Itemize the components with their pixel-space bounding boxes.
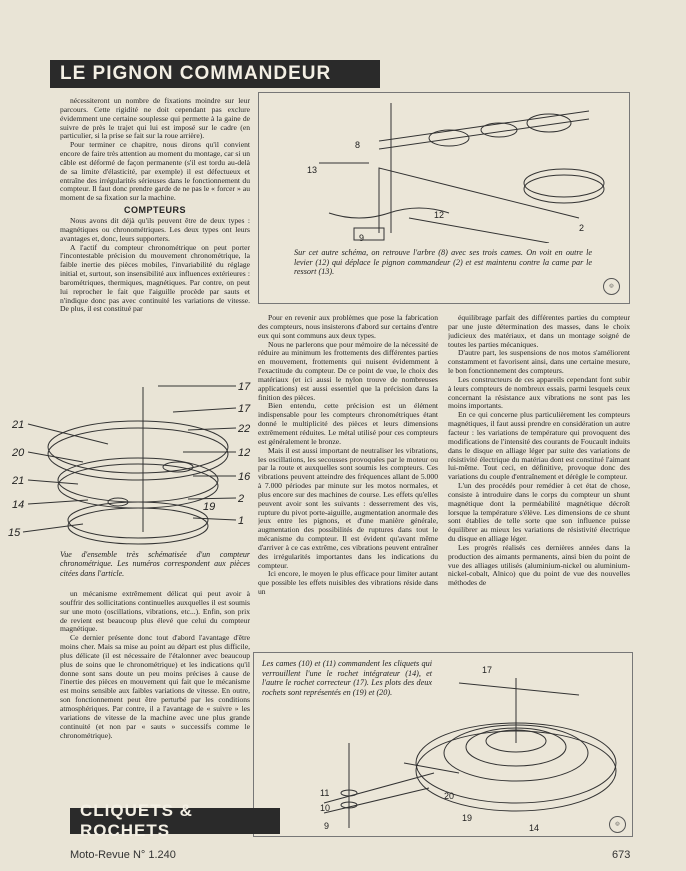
figure-label: 10 (320, 803, 331, 813)
paragraph: D'autre part, les suspensions de nos motos s'améliorent constamment et favorisent ainsi, dans une certaine mesure, le bon fonctionnement des compteurs. (448, 348, 630, 376)
paragraph: Pour en revenir aux problèmes que pose la fabrication des compteurs, nous insisterons d'abord sur certains d'entre eux qui sont communs aux deux types. (258, 314, 438, 340)
paragraph: Mais il est aussi important de neutraliser les vibrations, les oscillations, les secousses provoquées par le moteur ou par la route et auxquelles sont soumis les compteurs. Ces vibrations peuvent atteindre des fréquences allant de 5.000 à 7.000 périodes par minute sur les motos normales, et plus encore sur des machines de course. Les effets qu'elles peuvent avoir sont les suivants : desserrement des vis, rupture du pivot porte-aiguille, augmentation anormale des jeux entre les pignons, et d'une manière générale, augmentation des possibilités de ruptures dans tout le mécanisme du compteur. Il est évident qu'avant même d'arriver à ce cas extrême, ces vibrations peuvent entraîner des irrégularités importantes dans les indications du compteur. (258, 445, 438, 570)
figure-label: 9 (359, 233, 365, 243)
paragraph: Ici encore, le moyen le plus efficace pour limiter autant que possible les effets nuisibles des vibrations réside dans un (258, 569, 438, 597)
figure-label: 8 (355, 140, 361, 150)
figure-bottom (253, 652, 633, 837)
figure-caption: Sur cet autre schéma, on retrouve l'arbre (8) avec ses trois cames. On voit en outre le levier (12) qui déplace le pignon commandeur (2) et est maintenu contre la came par le ressort (13). (294, 248, 592, 277)
right-column (448, 314, 630, 646)
figure-label: 14 (529, 823, 540, 833)
ratchet-schematic (254, 653, 632, 836)
paragraph: A l'actif du compteur chronométrique on peut porter l'incontestable précision du mouvement chronométrique, la faible inertie des pièces mobiles, l'invariabilité du réglage initial et, surtout, son insensibilité aux influences extérieures : barométriques, thermiques, magnétiques. Par contre, on peut lui reprocher le fait que l'aiguille procède par sauts et n'indique donc pas avec continuité les variations de vitesse. De plus, il est constitué par (60, 242, 250, 314)
figure-label: 13 (307, 165, 318, 175)
figure-label: 11 (320, 788, 330, 798)
paragraph: Ce dernier présente donc tout d'abord l'avantage d'être moins cher. Mais sa mise au point au départ est plus difficile, plus délicate (il est nécessaire de l'étalonner avec beaucoup plus de soins que le chronométrique) et les indications qu'il donne sont sans doute un peu moins précises à cause de l'inertie des pièces en mouvement qui fait que le mécanisme est moins sensible aux faibles variations de vitesse. En outre, son fonctionnement peut être perturbé par les conditions atmosphériques. Par contre, il a l'avantage de « suivre » les variations de vitesse de la machine avec une plus grande continuité (et non par « sauts » successifs comme le chronométrique). (60, 633, 250, 740)
page-title-banner (50, 60, 380, 88)
figure-label: 1 (238, 515, 245, 527)
figure-label: 12 (434, 210, 445, 220)
section-banner (70, 801, 280, 840)
figure-label: 19 (203, 501, 216, 513)
figure-label: 22 (238, 423, 251, 435)
paragraph: équilibrage parfait des différentes parties du compteur par une juste détermination des masses, dans le choix judicieux des matériaux, et dans un montage soigné de toutes les parties mécaniques. (448, 314, 630, 349)
publisher-stamp: ◎ (609, 816, 626, 833)
left-column-top (60, 97, 250, 375)
paragraph: L'un des procédés pour remédier à cet état de chose, consiste à introduire dans le corps du compteur un shunt magnétique dont la perméabilité magnétique décroît lorsque la température s'élève. Les dimensions de ce shunt sont établies de telle sorte que son influence puisse équilibrer au mieux les variations de résistivité électrique du disque en alliage léger. (448, 481, 630, 544)
figure-label: 21 (12, 475, 25, 487)
figure-label: 9 (324, 821, 330, 831)
figure-label: 19 (462, 813, 473, 823)
figure-label: 14 (12, 499, 25, 511)
section-title: CLIQUETS & ROCHETS (80, 801, 193, 840)
figure-caption: Les cames (10) et (11) commandent les cliquets qui verrouillent l'une le rochet intégrateur (14), et l'autre le rochet correcteur (17). Les plots des deux rochets sont représentés en (19) et (20). (262, 659, 432, 697)
figure-caption-left: Vue d'ensemble très schématisée d'un compteur chronométrique. Les numéros correspondent aux pièces citées dans l'article. (60, 550, 250, 578)
figure-label: 17 (482, 665, 493, 675)
figure-label: 15 (8, 527, 21, 539)
figure-label: 20 (12, 447, 25, 459)
chronometric-counter-diagram (8, 372, 258, 552)
mechanism-schematic-top (259, 93, 629, 243)
paragraph: En ce qui concerne plus particulièrement les compteurs magnétiques, il faut aussi prendre en considération un autre facteur : les variations de température qui provoquent des modifications de l'intensité des courants de Foucault induits dans le disque en alliage léger par suite des variations de résistivité électrique du matériau dont est constitué l'aimant lui-même. Tout ceci, en définitive, provoque donc des variations du couple d'entraînement et dérègle le compteur. (448, 410, 630, 482)
figure-label: 21 (12, 419, 25, 431)
left-column-bottom (60, 590, 250, 815)
figure-top (258, 92, 630, 304)
section-heading: COMPTEURS (123, 205, 186, 216)
page-title: LE PIGNON COMMANDEUR (60, 63, 332, 84)
figure-label: 12 (238, 447, 251, 459)
figure-label: 17 (238, 403, 251, 415)
figure-label: 20 (444, 791, 455, 801)
paragraph: Bien entendu, cette précision est un élément indispensable pour les compteurs chronométriques étant donné le multiplicité des pièces et leurs dimensions extrêmement réduites. Le métal utilisé pour ces compteurs est généralement le bronze. (258, 401, 438, 446)
paragraph: Nous avons dit déjà qu'ils peuvent être de deux types : magnétiques ou chronométriques. Les deux types ont leurs avantages et, donc, leurs supporters. (60, 215, 250, 243)
paragraph: Les progrès réalisés ces dernières années dans la production des aimants permanents, ainsi bien du point de vue des alliages utilisés (aluminium-nickel ou aluminium-nickel-cobalt, Alnico) que du point de vue des nouvelles méthodes de (448, 542, 630, 588)
middle-column (258, 314, 438, 646)
page-number: 673 (612, 849, 631, 861)
figure-label: 2 (238, 493, 245, 505)
paragraph: Pour terminer ce chapitre, nous dirons qu'il convient encore de faire très attention au moment du montage, car si un câble est déformé de façon permanente (s'il est tordu au-delà de sa limite d'élasticité, par exemple) il est défectueux et entraîne des irrégularités sérieuses dans le fonctionnement du compteur. Il faut donc prendre garde de ne pas le « forcer » au moment de sa fixation sur la machine. (60, 140, 250, 203)
publisher-stamp: ◎ (603, 278, 620, 295)
paragraph: nécessiteront un nombre de fixations moindre sur leur parcours. Cette rigidité ne doit cependant pas exclure évidemment une certaine souplesse qui permette à la gaine de suivre de près le trajet qui lui est imposé sur le cadre (en particulier, si la prise se fait sur la roue arrière). (60, 97, 250, 141)
figure-label: 2 (579, 223, 585, 233)
paragraph: un mécanisme extrêmement délicat qui peut avoir à souffrir des sollicitations continuelles auxquelles il est soumis sur une moto (oscillations, vibrations, etc...). Enfin, son prix de revient est beaucoup plus élevé que celui du compteur magnétique. (60, 590, 250, 634)
paragraph: Nous ne parlerons que pour mémoire de la nécessité de réduire au minimum les frottements des différentes parties en mouvement, frottements qui nuisent évidemment à l'exactitude du compteur. De ce point de vue, le choix des matériaux (et ici aussi le nylon trouve de nombreuses applications) est aussi essentiel que la précision dans la finition des pièces. (258, 339, 438, 402)
magazine-footer: Moto-Revue N° 1.240 (70, 849, 176, 861)
figure-label: 16 (238, 471, 251, 483)
figure-label: 17 (238, 381, 251, 393)
paragraph: Les constructeurs de ces appareils cependant font subir à leurs compteurs de nombreux essais, parmi lesquels ceux concernant la résistance aux vibrations ne sont pas les moins importants. (448, 374, 630, 411)
